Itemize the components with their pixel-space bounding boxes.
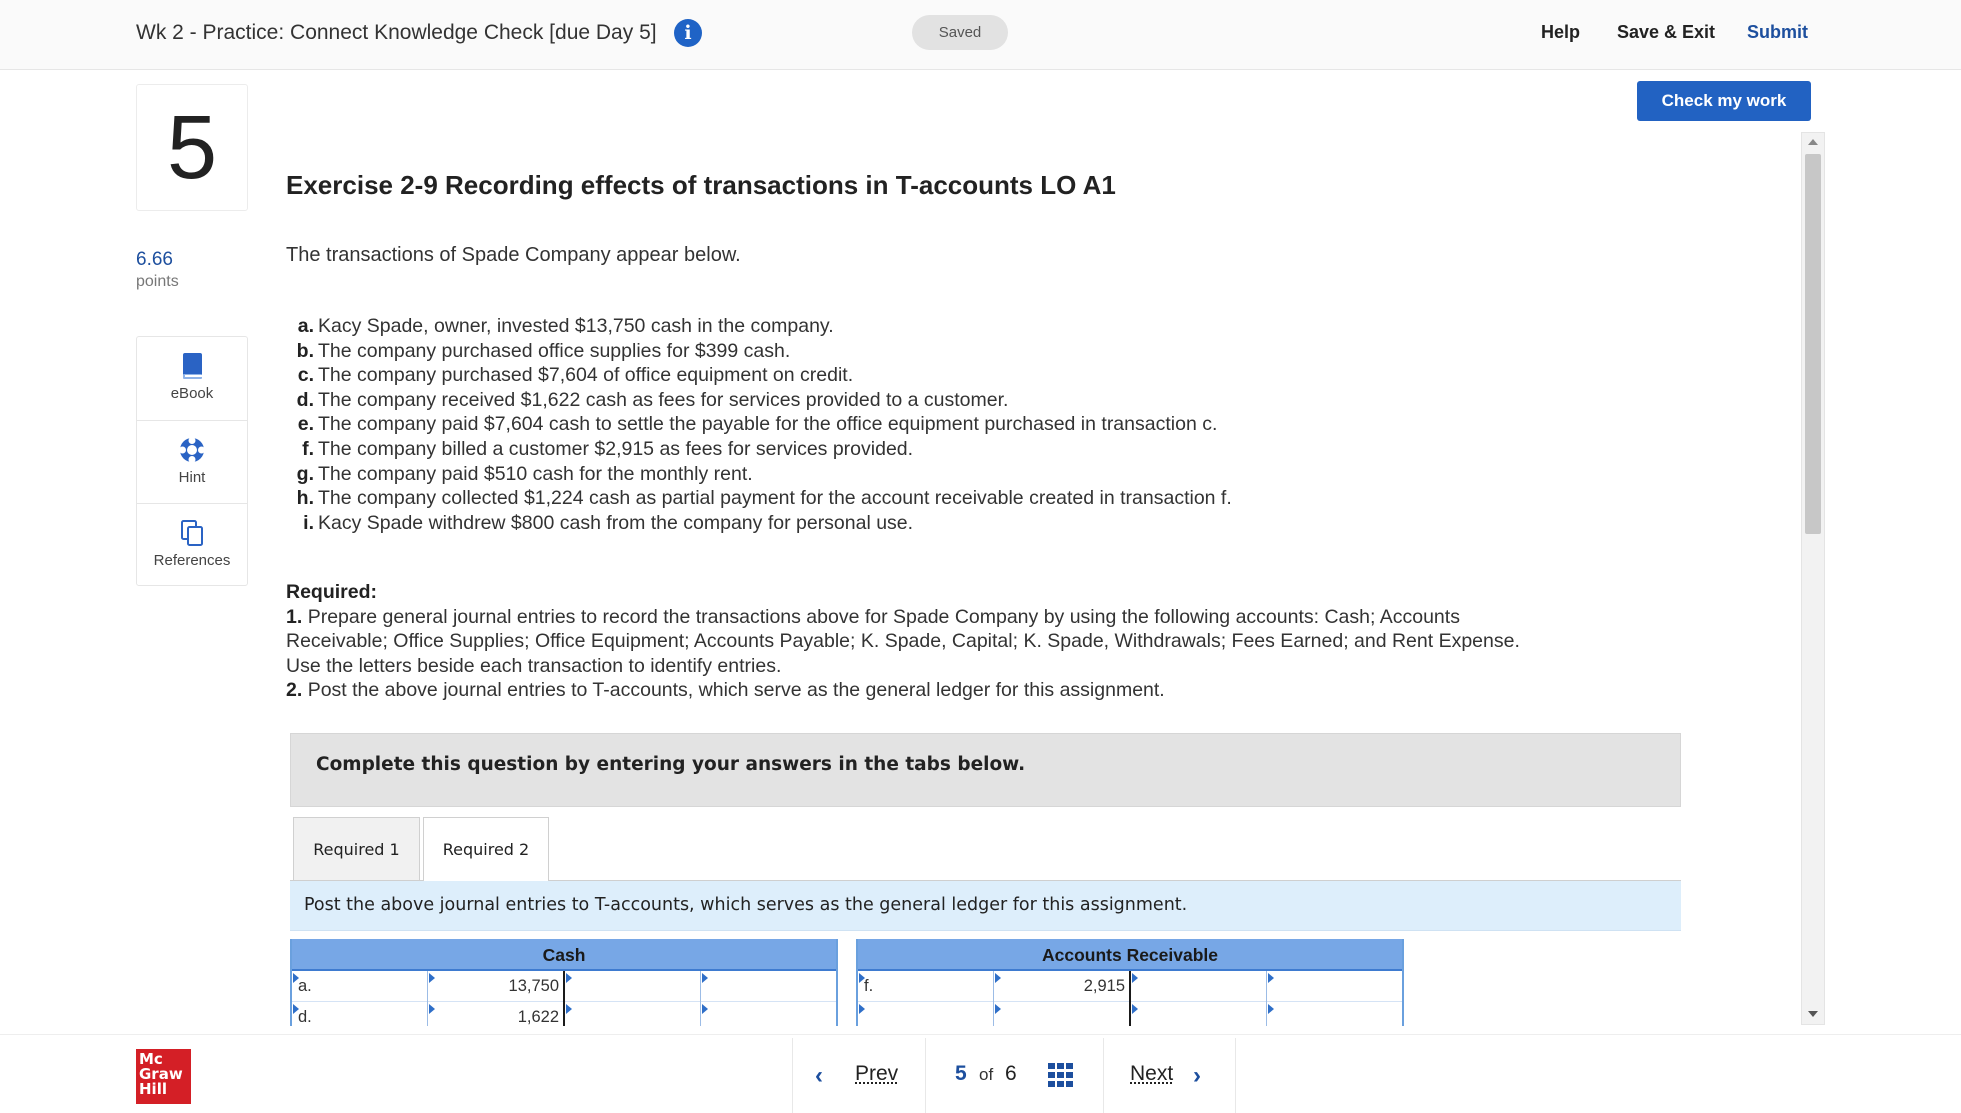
- dropdown-marker-icon: [293, 1004, 299, 1014]
- credit-ref-input[interactable]: [1131, 971, 1267, 1002]
- help-link[interactable]: Help: [1541, 22, 1581, 42]
- debit-ref-input[interactable]: [858, 1002, 994, 1026]
- tab-instruction-text: Post the above journal entries to T-accounts, which serves as the general ledger for this assignment.: [304, 895, 1188, 915]
- transaction-letter: c.: [297, 364, 314, 387]
- debit-amount-input[interactable]: 13,750: [428, 971, 565, 1002]
- instructions-box: [290, 733, 1681, 807]
- dropdown-marker-icon: [1132, 1004, 1138, 1014]
- t-account-cash: [290, 939, 838, 1026]
- exercise-intro: The transactions of Spade Company appear below.: [286, 244, 741, 266]
- t-account-title: Cash: [292, 939, 836, 971]
- t-account-title: Accounts Receivable: [858, 939, 1402, 971]
- transaction-item: [290, 462, 1232, 487]
- debit-ref-input[interactable]: a.: [292, 971, 428, 1002]
- transaction-letter: e.: [297, 413, 314, 436]
- scroll-down-arrow-icon[interactable]: [1808, 1011, 1818, 1017]
- required-1-text: Prepare general journal entries to record the transactions above for Spade Company by using the following accounts: Cash; Accounts Receivable; Office Supplies; Office Equipment; Accounts Payable; K. Spade, Capital; K. Spade, Withdrawals; Fees Earned; and Rent Expense. Use the letters beside each transaction to identify entries.: [286, 605, 1520, 677]
- save-exit-link[interactable]: Save & Exit: [1617, 22, 1716, 42]
- dropdown-marker-icon: [702, 1004, 708, 1014]
- points-value: 6.66: [136, 249, 173, 270]
- credit-ref-input[interactable]: [565, 1002, 701, 1026]
- transaction-item: [290, 314, 1232, 339]
- total-pages: 6: [1005, 1062, 1017, 1085]
- transaction-list: [290, 314, 1232, 535]
- dropdown-marker-icon: [995, 973, 1001, 983]
- transaction-letter: d.: [296, 388, 314, 411]
- tab-required-1[interactable]: Required 1: [293, 817, 420, 881]
- required-1-number: 1.: [286, 605, 303, 628]
- transaction-letter: f.: [302, 437, 314, 460]
- transaction-text: The company purchased office supplies for $399 cash.: [318, 339, 791, 362]
- lifebuoy-icon: [178, 435, 206, 465]
- transaction-text: The company collected $1,224 cash as partial payment for the account receivable created in transaction f.: [318, 487, 1232, 510]
- transaction-text: Kacy Spade withdrew $800 cash from the company for personal use.: [318, 511, 914, 534]
- exercise-title: Exercise 2-9 Recording effects of transactions in T-accounts LO A1: [286, 170, 1116, 200]
- credit-amount-input[interactable]: [701, 1002, 836, 1026]
- dropdown-marker-icon: [429, 1004, 435, 1014]
- required-2-number: 2.: [286, 679, 303, 702]
- t-account-accounts-receivable: [856, 939, 1404, 1026]
- chevron-right-icon[interactable]: ›: [1193, 1062, 1201, 1089]
- instructions-text: Complete this question by entering your answers in the tabs below.: [316, 754, 1026, 775]
- dropdown-marker-icon: [1268, 973, 1274, 983]
- dropdown-marker-icon: [293, 973, 299, 983]
- transaction-letter: g.: [296, 462, 314, 485]
- debit-amount-input[interactable]: [994, 1002, 1131, 1026]
- t-account-row: [858, 1002, 1402, 1026]
- transaction-item: [290, 339, 1232, 364]
- dropdown-marker-icon: [429, 973, 435, 983]
- transaction-letter: h.: [296, 487, 314, 510]
- question-number: 5: [136, 84, 248, 211]
- info-icon[interactable]: i: [674, 19, 702, 47]
- dropdown-marker-icon: [859, 1004, 865, 1014]
- transaction-text: The company received $1,622 cash as fees for services provided to a customer.: [318, 388, 1009, 411]
- ebook-button[interactable]: [137, 337, 247, 420]
- t-account-row: [292, 971, 836, 1002]
- transaction-item: [290, 363, 1232, 388]
- transaction-item: [290, 437, 1232, 462]
- credit-amount-input[interactable]: [1267, 971, 1402, 1002]
- tab-required-2[interactable]: Required 2: [423, 817, 549, 882]
- book-icon: [178, 351, 206, 381]
- debit-ref-input[interactable]: f.: [858, 971, 994, 1002]
- dropdown-marker-icon: [702, 973, 708, 983]
- next-button[interactable]: Next: [1130, 1062, 1174, 1085]
- credit-amount-input[interactable]: [1267, 1002, 1402, 1026]
- submit-link[interactable]: Submit: [1747, 22, 1808, 42]
- saved-status-badge: Saved: [912, 15, 1008, 50]
- references-label: References: [153, 552, 231, 569]
- current-page: 5: [955, 1062, 967, 1085]
- pager-divider: [1103, 1038, 1104, 1113]
- copy-icon: [178, 518, 206, 548]
- t-account-row: [858, 971, 1402, 1002]
- transaction-item: [290, 412, 1232, 437]
- required-heading: Required:: [286, 581, 378, 603]
- dropdown-marker-icon: [859, 973, 865, 983]
- dropdown-marker-icon: [566, 1004, 572, 1014]
- transaction-text: The company purchased $7,604 of office equipment on credit.: [318, 364, 854, 387]
- hint-label: Hint: [178, 469, 206, 486]
- assignment-title: Wk 2 - Practice: Connect Knowledge Check [due Day 5]: [136, 21, 657, 44]
- mcgraw-hill-logo: Mc Graw Hill: [136, 1049, 191, 1104]
- debit-amount-input[interactable]: 1,622: [428, 1002, 565, 1026]
- credit-ref-input[interactable]: [1131, 1002, 1267, 1026]
- tab-instruction-bar: [290, 881, 1681, 931]
- transaction-item: [290, 486, 1232, 511]
- t-account-row: [292, 1002, 836, 1026]
- dropdown-marker-icon: [995, 1004, 1001, 1014]
- credit-ref-input[interactable]: [565, 971, 701, 1002]
- transaction-letter: a.: [297, 315, 314, 337]
- scroll-up-arrow-icon[interactable]: [1808, 139, 1818, 145]
- pagination: [792, 1038, 1236, 1113]
- transaction-item: [290, 511, 1232, 536]
- dropdown-marker-icon: [566, 973, 572, 983]
- check-my-work-button[interactable]: Check my work: [1637, 81, 1811, 121]
- scrollbar-thumb[interactable]: [1805, 154, 1821, 534]
- dropdown-marker-icon: [1132, 973, 1138, 983]
- pager-divider: [925, 1038, 926, 1113]
- required-2-text: Post the above journal entries to T-accounts, which serve as the general ledger for this assignment.: [307, 679, 1165, 702]
- transaction-letter: i.: [303, 511, 314, 534]
- tools-panel: [136, 336, 248, 586]
- transaction-text: The company paid $510 cash for the monthly rent.: [318, 462, 753, 485]
- transaction-text: The company billed a customer $2,915 as fees for services provided.: [318, 437, 914, 460]
- page-of-label: of: [979, 1065, 994, 1084]
- prev-button[interactable]: Prev: [855, 1062, 899, 1085]
- hint-button[interactable]: [137, 420, 247, 503]
- points-label: points: [136, 273, 179, 290]
- required-section: [286, 580, 1556, 703]
- transaction-item: [290, 388, 1232, 413]
- dropdown-marker-icon: [1268, 1004, 1274, 1014]
- transaction-text: Kacy Spade, owner, invested $13,750 cash in the company.: [318, 315, 834, 337]
- transaction-letter: b.: [296, 339, 314, 362]
- debit-ref-input[interactable]: d.: [292, 1002, 428, 1026]
- transaction-text: The company paid $7,604 cash to settle the payable for the office equipment purchased in transaction c.: [318, 413, 1218, 436]
- grid-icon[interactable]: [1048, 1063, 1074, 1087]
- references-button[interactable]: [137, 503, 247, 586]
- top-bar: [0, 0, 1961, 70]
- ebook-label: eBook: [170, 385, 214, 402]
- credit-amount-input[interactable]: [701, 971, 836, 1002]
- chevron-left-icon[interactable]: ‹: [815, 1062, 823, 1089]
- debit-amount-input[interactable]: 2,915: [994, 971, 1131, 1002]
